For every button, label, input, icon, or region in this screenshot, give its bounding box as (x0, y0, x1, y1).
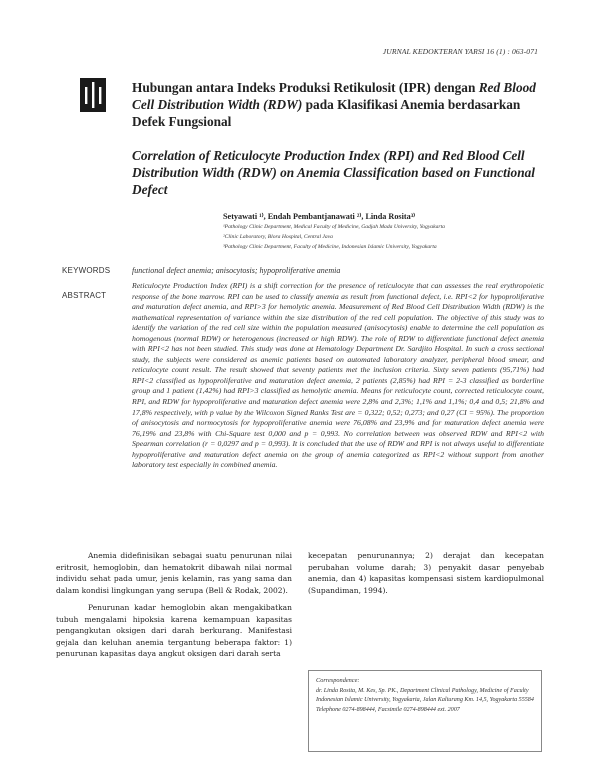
correspondence-box (308, 670, 542, 752)
title-english: Correlation of Reticulocyte Production Index (RPI) and Red Blood Cell Distribution Width (RDW) on Anemia Classification based on Functional Defect (132, 148, 535, 197)
title-indonesian (132, 79, 542, 130)
abstract-label: ABSTRACT (62, 291, 107, 300)
correspondence-text: dr. Linda Rosita, M. Kes, Sp. PK., Department Clinical Pathology, Medicine of Faculty Indonesian Islamic University, Yogyakarta, Jalan Kaliurang Km. 14,5, Yogyakarta 55584 Telephone 0274-898444, Facsimile 0274-898444 ext. 2007 (316, 687, 534, 714)
running-head: JURNAL KEDOKTERAN YARSI 16 (1) : 063-071 (382, 47, 538, 56)
title-id-part1: Hubungan antara Indeks Produksi Retikulosit (IPR) dengan (132, 80, 479, 95)
correspondence-heading: Correspondence: (316, 677, 360, 684)
body-left-column (56, 550, 292, 666)
affiliation-3: ³Pathology Clinic Department, Faculty of Medicine, Indonesian Islamic University, Yogyakarta (223, 244, 437, 250)
title-id-part3: pada Klasifikasi Anemia berdasarkan Defek Fungsional (132, 97, 521, 129)
keywords-label: KEYWORDS (62, 266, 111, 275)
keywords-text: functional defect anemia; anisocytosis; hypoproliferative anemia (132, 266, 341, 275)
affiliation-1: ¹Pathology Clinic Department, Medical Faculty of Medicine, Gadjah Mada University, Yogyakarta (223, 224, 445, 230)
body-paragraph: Anemia didefinisikan sebagai suatu penurunan nilai eritrosit, hemoglobin, dan hematokrit dibawah nilai normal individu sehat pada umur, jenis kelamin, ras yang sama dan dalam kondisi lingkungan yang serupa (Bell & Rodak, 2002). (56, 551, 292, 595)
title-id-part2: Red Blood Cell Distribution Width (RDW) (132, 80, 536, 112)
abstract-text: Reticulocyte Production Index (RPI) is a shift correction for the presence of reticulocyte that can assesses the real erythropoietic response of the bone marrow. RPI can be used to classify anemia as result from functional defect, i.e. RPI<2 for hypoproliferative and maturation defect anemia, and RPI>3 for hemolytic anemia. Measurement of Red Blood Cell Distribution Width (RDW) is the mathematical representation of variance within the size distribution of the red cell population. The objective of this study was to identify the variation of the red cell size within the population measured (anisocytosis) enable to determine the cell population as homogenous (normal RDW) or heterogenous (increased or high RDW). The role of RDW to differentiate functional defect anemia with RPI<2 has not been studied. This study was done at Hematology Department Dr. Sardjito Hospital. In such a cross sectional study, the subjects were considered as anemic patients based on automated laboratory analyzer, peripheral blood smear, and reticulocyte count result. The result showed that seventy patients met the inclusion criteria. Sixty seven patients (95,71%) had RPI<2 classified as hypoproliferative and maturation defect anemia, 2 patients (2,85%) had RPI = 2-3 classified as borderline group and 1 patient (1,42%) had RPI>3 classified as hemolytic anemia. Means for reticulocyte count, corrected reticulocyte count, RPI, and RDW for hypoproliferative and maturation defect anemia were 2,8% and 2,3%; 1,1% and 1,1%; 0,4 and 0,5; 21,8% and 17,8% respectively, with p value by the Wilcoxon Signed Ranks Test are = 0,322; 0,52; 0,273; and 0,27 (CI = 95%). The proportion of anisocytosis and normocytosis for hypoproliferative anemia were 76,08% and 23,9% and for maturation defect anemia were 76,19% and 23,8% with Chi-Square test 0,000 and p = 0,993. No correlation between was observed RDW and RPI<2 with Spearman correlation (r = 0,0297 and p = 0,993). It is concluded that the use of RDW and RPI is not always useful to differentiate hypoproliferative and maturation defect anemia on the group of anemia categorized as RPI<2 without support from another laboratory test especially in combined anemia. (132, 281, 544, 470)
authors: Setyawati ¹⁾, Endah Pembantjanawati ²⁾, Linda Rosita³⁾ (223, 212, 416, 221)
journal-logo-icon (80, 78, 106, 112)
body-paragraph: kecepatan penurunannya; 2) derajat dan kecepatan perubahan volume darah; 3) penyakit dasar penyebab anemia, dan 4) kapasitas kompensasi sistem kardiopulmonal (Supandiman, 1994). (308, 551, 544, 595)
affiliation-2: ²Clinic Laboratory, Blora Hospital, Central Java (223, 234, 333, 240)
body-right-column (308, 550, 544, 602)
body-paragraph: Penurunan kadar hemoglobin akan mengakibatkan tubuh mengalami hipoksia karena kemampuan kapasitas pengangkutan oksigen dari darah berkurang. Manifestasi gejala dan keluhan anemia tergantung beberapa faktor: 1) penurunan kapasitas daya angkut oksigen dari darah serta (56, 603, 292, 658)
